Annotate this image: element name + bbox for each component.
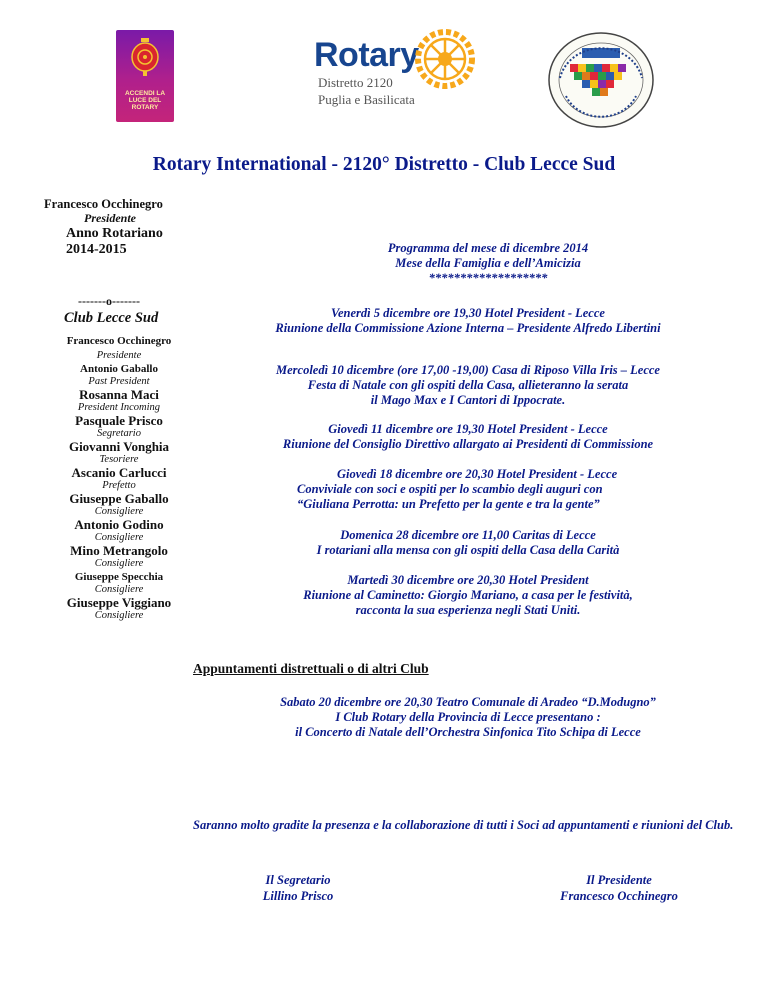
rotary-year: [66, 226, 163, 258]
district-label: Distretto 2120 Puglia e Basilicata: [318, 75, 415, 107]
club-name: Club Lecce Sud: [64, 310, 159, 326]
board-member-name: Ascanio Carlucci: [71, 465, 167, 480]
club-seal-icon: [546, 30, 656, 130]
board-member-role: Segretario: [97, 428, 141, 439]
board-member-name: Mino Metrangolo: [70, 543, 168, 558]
appointments-item: Sabato 20 dicembre ore 20,30 Teatro Comunale di Aradeo “D.Modugno” I Club Rotary della Provincia di Lecce presentano : il Concerto di Natale dell’Orchestra Sinfonica Tito Schipa di Lecce: [280, 695, 656, 739]
board-member-name: Pasquale Prisco: [75, 413, 163, 428]
board-member-name: Antonio Godino: [74, 517, 164, 532]
board-member-name: Antonio Gaballo: [80, 363, 158, 375]
event-item: Giovedì 11 dicembre ore 19,30 Hotel President - Lecce Riunione del Consiglio Direttivo allargato ai Presidenti di Commissione: [282, 422, 654, 451]
lantern-logo: [116, 30, 174, 122]
board-member-role: Presidente: [96, 350, 142, 361]
appointments-heading: Appuntamenti distrettuali o di altri Club: [193, 661, 429, 676]
rotary-wordmark: Rotary: [314, 36, 419, 74]
board-member-role: Consigliere: [94, 532, 144, 543]
board-member-name: Giuseppe Specchia: [74, 571, 164, 583]
president-name: Francesco Occhinegro: [44, 197, 163, 211]
programme-title: Programma del mese di dicembre 2014: [387, 241, 589, 255]
board-member-role: Tesoriere: [99, 454, 139, 465]
rotary-year-value: 2014-2015: [66, 242, 127, 257]
event-item: Domenica 28 dicembre ore 11,00 Caritas di Lecce I rotariani alla mensa con gli ospiti della Casa della Carità: [316, 528, 620, 557]
rotary-wheel-icon: [414, 28, 476, 90]
separator: -------o-------: [78, 294, 140, 308]
board-member-name: Rosanna Maci: [79, 387, 159, 402]
programme-stars: *******************: [428, 271, 548, 285]
board-roster: [40, 334, 198, 622]
event-item: Giovedì 18 dicembre ore 20,30 Hotel President - Lecce Conviviale con soci e ospiti per lo scambio degli auguri con “Giuliana Perrotta: un Prefetto per la gente e tra la gente”: [297, 467, 618, 511]
board-member-role: Past President: [88, 376, 150, 387]
president-role: Presidente: [84, 211, 136, 225]
page-title: Rotary International - 2120° Distretto - Club Lecce Sud: [152, 154, 616, 175]
board-member-role: Consigliere: [94, 610, 144, 621]
board-member-role: Consigliere: [94, 584, 144, 595]
board-member-name: Giovanni Vonghia: [68, 439, 170, 454]
programme-header: [218, 241, 758, 286]
lantern-logo-text: ACCENDI LA LUCE DEL ROTARY: [124, 90, 166, 111]
event-item: Venerdì 5 dicembre ore 19,30 Hotel President - Lecce Riunione della Commissione Azione Interna – Presidente Alfredo Libertini: [275, 306, 661, 335]
board-member-role: President Incoming: [77, 402, 161, 413]
board-member-name: Giuseppe Gaballo: [69, 491, 169, 506]
event-item: Martedì 30 dicembre ore 20,30 Hotel President Riunione al Caminetto: Giorgio Mariano, a casa per le festività, racconta la sua esperienza negli Stati Uniti.: [303, 573, 633, 617]
signature-president: Il Presidente Francesco Occhinegro: [560, 873, 678, 903]
board-member-role: Prefetto: [102, 480, 136, 491]
programme-subtitle: Mese della Famiglia e dell’Amicizia: [395, 256, 581, 270]
rotary-year-label: Anno Rotariano: [66, 226, 163, 241]
closing-note: Saranno molto gradite la presenza e la collaborazione di tutti i Soci ad appuntamenti e riunioni del Club.: [193, 818, 734, 832]
signature-secretary: Il Segretario Lillino Prisco: [262, 873, 334, 903]
event-item: Mercoledì 10 dicembre (ore 17,00 -19,00) Casa di Riposo Villa Iris – Lecce Festa di Natale con gli ospiti della Casa, allieteranno la serata il Mago Max e I Cantori di Ippocrate.: [276, 363, 660, 407]
board-member-role: Consigliere: [94, 506, 144, 517]
board-member-name: Giuseppe Viggiano: [66, 595, 172, 610]
board-member-name: Francesco Occhinegro: [66, 335, 172, 347]
board-member-role: Consigliere: [94, 558, 144, 569]
lantern-icon: [130, 38, 160, 76]
